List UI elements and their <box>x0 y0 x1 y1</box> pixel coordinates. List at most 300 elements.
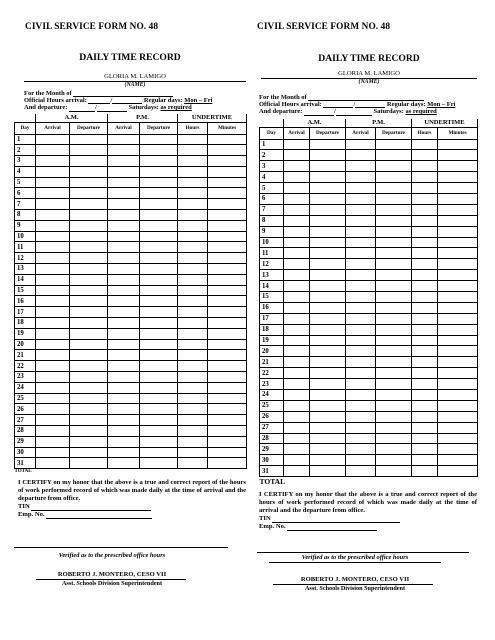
undertime-minutes-cell[interactable] <box>438 237 478 248</box>
arrival-field-1[interactable] <box>323 101 356 109</box>
pm-departure-cell[interactable] <box>140 199 178 210</box>
undertime-minutes-cell[interactable] <box>438 400 478 411</box>
am-arrival-cell[interactable] <box>284 139 310 150</box>
undertime-hours-cell[interactable] <box>178 220 208 231</box>
undertime-minutes-cell[interactable] <box>208 447 247 458</box>
pm-arrival-cell[interactable] <box>108 350 140 361</box>
pm-departure-cell[interactable] <box>140 447 178 458</box>
am-departure-cell[interactable] <box>310 226 346 237</box>
undertime-hours-cell[interactable] <box>178 145 208 156</box>
am-departure-cell[interactable] <box>310 291 346 302</box>
pm-arrival-cell[interactable] <box>108 393 140 404</box>
am-departure-cell[interactable] <box>310 433 346 444</box>
am-arrival-cell[interactable] <box>36 339 70 350</box>
undertime-hours-cell[interactable] <box>178 415 208 426</box>
undertime-minutes-cell[interactable] <box>208 458 247 469</box>
am-departure-cell[interactable] <box>70 134 108 145</box>
undertime-hours-cell[interactable] <box>178 458 208 469</box>
pm-arrival-cell[interactable] <box>346 335 376 346</box>
undertime-hours-cell[interactable] <box>412 313 438 324</box>
undertime-minutes-cell[interactable] <box>438 204 478 215</box>
undertime-minutes-cell[interactable] <box>438 302 478 313</box>
undertime-hours-cell[interactable] <box>412 357 438 368</box>
am-departure-cell[interactable] <box>70 436 108 447</box>
undertime-hours-cell[interactable] <box>412 259 438 270</box>
pm-arrival-cell[interactable] <box>346 281 376 292</box>
undertime-hours-cell[interactable] <box>412 161 438 172</box>
undertime-hours-cell[interactable] <box>412 433 438 444</box>
undertime-hours-cell[interactable] <box>412 302 438 313</box>
am-arrival-cell[interactable] <box>284 411 310 422</box>
am-departure-cell[interactable] <box>70 328 108 339</box>
am-departure-cell[interactable] <box>310 139 346 150</box>
undertime-minutes-cell[interactable] <box>438 379 478 390</box>
undertime-minutes-cell[interactable] <box>438 150 478 161</box>
pm-arrival-cell[interactable] <box>108 382 140 393</box>
am-departure-cell[interactable] <box>70 296 108 307</box>
pm-arrival-cell[interactable] <box>108 415 140 426</box>
am-arrival-cell[interactable] <box>284 215 310 226</box>
pm-departure-cell[interactable] <box>140 156 178 167</box>
undertime-hours-cell[interactable] <box>412 291 438 302</box>
am-departure-cell[interactable] <box>310 150 346 161</box>
undertime-hours-cell[interactable] <box>412 400 438 411</box>
am-departure-cell[interactable] <box>310 183 346 194</box>
pm-departure-cell[interactable] <box>376 313 412 324</box>
pm-departure-cell[interactable] <box>140 350 178 361</box>
pm-arrival-cell[interactable] <box>108 447 140 458</box>
pm-arrival-cell[interactable] <box>346 433 376 444</box>
am-arrival-cell[interactable] <box>36 264 70 275</box>
am-arrival-cell[interactable] <box>284 379 310 390</box>
am-arrival-cell[interactable] <box>284 324 310 335</box>
am-departure-cell[interactable] <box>70 458 108 469</box>
am-departure-cell[interactable] <box>70 231 108 242</box>
undertime-hours-cell[interactable] <box>412 379 438 390</box>
undertime-minutes-cell[interactable] <box>208 426 247 437</box>
undertime-hours-cell[interactable] <box>412 193 438 204</box>
am-departure-cell[interactable] <box>310 400 346 411</box>
undertime-hours-cell[interactable] <box>178 328 208 339</box>
pm-departure-cell[interactable] <box>140 274 178 285</box>
pm-arrival-cell[interactable] <box>346 444 376 455</box>
pm-departure-cell[interactable] <box>140 436 178 447</box>
am-arrival-cell[interactable] <box>284 291 310 302</box>
am-arrival-cell[interactable] <box>284 389 310 400</box>
undertime-hours-cell[interactable] <box>178 210 208 221</box>
pm-arrival-cell[interactable] <box>346 237 376 248</box>
undertime-hours-cell[interactable] <box>412 270 438 281</box>
am-departure-cell[interactable] <box>310 302 346 313</box>
pm-arrival-cell[interactable] <box>346 150 376 161</box>
pm-departure-cell[interactable] <box>376 248 412 259</box>
undertime-minutes-cell[interactable] <box>208 328 247 339</box>
pm-arrival-cell[interactable] <box>108 372 140 383</box>
undertime-hours-cell[interactable] <box>412 248 438 259</box>
am-arrival-cell[interactable] <box>36 296 70 307</box>
undertime-hours-cell[interactable] <box>178 264 208 275</box>
am-arrival-cell[interactable] <box>284 357 310 368</box>
undertime-minutes-cell[interactable] <box>438 422 478 433</box>
pm-arrival-cell[interactable] <box>108 166 140 177</box>
am-departure-cell[interactable] <box>70 177 108 188</box>
pm-departure-cell[interactable] <box>140 134 178 145</box>
undertime-hours-cell[interactable] <box>178 361 208 372</box>
am-departure-cell[interactable] <box>70 156 108 167</box>
undertime-hours-cell[interactable] <box>412 281 438 292</box>
pm-departure-cell[interactable] <box>140 220 178 231</box>
undertime-minutes-cell[interactable] <box>438 313 478 324</box>
undertime-minutes-cell[interactable] <box>208 220 247 231</box>
am-departure-cell[interactable] <box>70 372 108 383</box>
departure-field-2[interactable] <box>97 105 127 112</box>
am-departure-cell[interactable] <box>70 242 108 253</box>
undertime-minutes-cell[interactable] <box>208 339 247 350</box>
pm-arrival-cell[interactable] <box>108 156 140 167</box>
am-arrival-cell[interactable] <box>36 210 70 221</box>
undertime-hours-cell[interactable] <box>178 166 208 177</box>
pm-departure-cell[interactable] <box>376 379 412 390</box>
pm-departure-cell[interactable] <box>376 150 412 161</box>
undertime-minutes-cell[interactable] <box>208 307 247 318</box>
am-arrival-cell[interactable] <box>284 193 310 204</box>
pm-arrival-cell[interactable] <box>108 177 140 188</box>
pm-arrival-cell[interactable] <box>346 183 376 194</box>
undertime-hours-cell[interactable] <box>412 444 438 455</box>
am-departure-cell[interactable] <box>310 411 346 422</box>
am-arrival-cell[interactable] <box>36 404 70 415</box>
pm-departure-cell[interactable] <box>376 139 412 150</box>
undertime-hours-cell[interactable] <box>412 466 438 477</box>
undertime-minutes-cell[interactable] <box>208 318 247 329</box>
pm-arrival-cell[interactable] <box>346 248 376 259</box>
pm-arrival-cell[interactable] <box>108 458 140 469</box>
undertime-hours-cell[interactable] <box>178 372 208 383</box>
pm-departure-cell[interactable] <box>376 270 412 281</box>
pm-arrival-cell[interactable] <box>108 231 140 242</box>
pm-departure-cell[interactable] <box>376 433 412 444</box>
undertime-minutes-cell[interactable] <box>208 177 247 188</box>
am-arrival-cell[interactable] <box>36 199 70 210</box>
undertime-hours-cell[interactable] <box>412 455 438 466</box>
pm-arrival-cell[interactable] <box>346 400 376 411</box>
pm-arrival-cell[interactable] <box>108 242 140 253</box>
pm-arrival-cell[interactable] <box>346 139 376 150</box>
undertime-minutes-cell[interactable] <box>208 296 247 307</box>
am-arrival-cell[interactable] <box>36 145 70 156</box>
undertime-minutes-cell[interactable] <box>208 199 247 210</box>
undertime-minutes-cell[interactable] <box>438 455 478 466</box>
pm-arrival-cell[interactable] <box>108 285 140 296</box>
pm-arrival-cell[interactable] <box>346 368 376 379</box>
undertime-minutes-cell[interactable] <box>208 274 247 285</box>
pm-departure-cell[interactable] <box>376 204 412 215</box>
pm-arrival-cell[interactable] <box>108 188 140 199</box>
undertime-hours-cell[interactable] <box>412 422 438 433</box>
pm-departure-cell[interactable] <box>140 328 178 339</box>
undertime-hours-cell[interactable] <box>178 177 208 188</box>
undertime-minutes-cell[interactable] <box>438 466 478 477</box>
undertime-hours-cell[interactable] <box>412 183 438 194</box>
am-arrival-cell[interactable] <box>284 204 310 215</box>
am-departure-cell[interactable] <box>310 466 346 477</box>
am-arrival-cell[interactable] <box>36 415 70 426</box>
am-arrival-cell[interactable] <box>284 433 310 444</box>
pm-departure-cell[interactable] <box>140 242 178 253</box>
undertime-minutes-cell[interactable] <box>438 389 478 400</box>
am-departure-cell[interactable] <box>310 270 346 281</box>
pm-departure-cell[interactable] <box>376 444 412 455</box>
undertime-minutes-cell[interactable] <box>208 436 247 447</box>
am-arrival-cell[interactable] <box>284 466 310 477</box>
undertime-hours-cell[interactable] <box>178 134 208 145</box>
am-departure-cell[interactable] <box>70 166 108 177</box>
undertime-minutes-cell[interactable] <box>208 372 247 383</box>
pm-arrival-cell[interactable] <box>108 220 140 231</box>
undertime-minutes-cell[interactable] <box>438 226 478 237</box>
undertime-minutes-cell[interactable] <box>438 215 478 226</box>
am-departure-cell[interactable] <box>70 318 108 329</box>
pm-departure-cell[interactable] <box>376 183 412 194</box>
am-departure-cell[interactable] <box>70 264 108 275</box>
undertime-minutes-cell[interactable] <box>208 285 247 296</box>
pm-departure-cell[interactable] <box>376 324 412 335</box>
pm-departure-cell[interactable] <box>376 193 412 204</box>
undertime-hours-cell[interactable] <box>178 296 208 307</box>
am-arrival-cell[interactable] <box>36 166 70 177</box>
am-departure-cell[interactable] <box>70 393 108 404</box>
pm-arrival-cell[interactable] <box>108 436 140 447</box>
undertime-hours-cell[interactable] <box>178 404 208 415</box>
am-departure-cell[interactable] <box>310 193 346 204</box>
am-departure-cell[interactable] <box>310 368 346 379</box>
pm-departure-cell[interactable] <box>376 400 412 411</box>
undertime-minutes-cell[interactable] <box>438 270 478 281</box>
am-departure-cell[interactable] <box>70 426 108 437</box>
am-arrival-cell[interactable] <box>284 422 310 433</box>
am-arrival-cell[interactable] <box>284 346 310 357</box>
undertime-minutes-cell[interactable] <box>208 156 247 167</box>
undertime-minutes-cell[interactable] <box>208 264 247 275</box>
undertime-minutes-cell[interactable] <box>208 393 247 404</box>
pm-arrival-cell[interactable] <box>108 264 140 275</box>
month-field[interactable] <box>308 94 424 101</box>
pm-departure-cell[interactable] <box>140 404 178 415</box>
undertime-minutes-cell[interactable] <box>438 411 478 422</box>
undertime-minutes-cell[interactable] <box>208 210 247 221</box>
am-departure-cell[interactable] <box>310 281 346 292</box>
am-departure-cell[interactable] <box>70 404 108 415</box>
pm-departure-cell[interactable] <box>140 188 178 199</box>
pm-arrival-cell[interactable] <box>346 215 376 226</box>
pm-departure-cell[interactable] <box>376 389 412 400</box>
emp-no-field[interactable] <box>287 524 377 531</box>
pm-departure-cell[interactable] <box>140 210 178 221</box>
am-departure-cell[interactable] <box>310 248 346 259</box>
undertime-hours-cell[interactable] <box>178 447 208 458</box>
pm-departure-cell[interactable] <box>140 231 178 242</box>
pm-departure-cell[interactable] <box>140 458 178 469</box>
am-departure-cell[interactable] <box>70 382 108 393</box>
am-arrival-cell[interactable] <box>36 242 70 253</box>
undertime-hours-cell[interactable] <box>412 237 438 248</box>
am-departure-cell[interactable] <box>70 285 108 296</box>
undertime-hours-cell[interactable] <box>178 188 208 199</box>
am-arrival-cell[interactable] <box>284 281 310 292</box>
pm-departure-cell[interactable] <box>140 382 178 393</box>
am-departure-cell[interactable] <box>70 361 108 372</box>
pm-departure-cell[interactable] <box>376 302 412 313</box>
pm-departure-cell[interactable] <box>376 237 412 248</box>
am-departure-cell[interactable] <box>310 422 346 433</box>
pm-departure-cell[interactable] <box>140 296 178 307</box>
pm-arrival-cell[interactable] <box>346 259 376 270</box>
pm-arrival-cell[interactable] <box>346 379 376 390</box>
pm-arrival-cell[interactable] <box>346 389 376 400</box>
undertime-minutes-cell[interactable] <box>208 382 247 393</box>
am-departure-cell[interactable] <box>310 379 346 390</box>
undertime-minutes-cell[interactable] <box>438 346 478 357</box>
am-arrival-cell[interactable] <box>36 372 70 383</box>
am-arrival-cell[interactable] <box>284 150 310 161</box>
undertime-hours-cell[interactable] <box>178 307 208 318</box>
pm-arrival-cell[interactable] <box>346 302 376 313</box>
am-departure-cell[interactable] <box>70 199 108 210</box>
undertime-minutes-cell[interactable] <box>208 188 247 199</box>
undertime-hours-cell[interactable] <box>178 426 208 437</box>
am-departure-cell[interactable] <box>70 253 108 264</box>
undertime-minutes-cell[interactable] <box>438 444 478 455</box>
pm-arrival-cell[interactable] <box>346 455 376 466</box>
am-arrival-cell[interactable] <box>36 350 70 361</box>
pm-arrival-cell[interactable] <box>108 145 140 156</box>
pm-departure-cell[interactable] <box>376 172 412 183</box>
pm-arrival-cell[interactable] <box>108 296 140 307</box>
pm-departure-cell[interactable] <box>376 422 412 433</box>
am-departure-cell[interactable] <box>70 220 108 231</box>
pm-arrival-cell[interactable] <box>108 199 140 210</box>
am-arrival-cell[interactable] <box>284 248 310 259</box>
am-departure-cell[interactable] <box>310 357 346 368</box>
pm-departure-cell[interactable] <box>376 466 412 477</box>
undertime-minutes-cell[interactable] <box>208 253 247 264</box>
am-departure-cell[interactable] <box>70 145 108 156</box>
am-departure-cell[interactable] <box>310 455 346 466</box>
undertime-minutes-cell[interactable] <box>438 248 478 259</box>
pm-arrival-cell[interactable] <box>346 357 376 368</box>
undertime-minutes-cell[interactable] <box>208 166 247 177</box>
pm-departure-cell[interactable] <box>140 318 178 329</box>
departure-field-1[interactable] <box>69 105 95 112</box>
undertime-hours-cell[interactable] <box>178 231 208 242</box>
am-arrival-cell[interactable] <box>36 307 70 318</box>
undertime-hours-cell[interactable] <box>412 139 438 150</box>
undertime-hours-cell[interactable] <box>412 335 438 346</box>
pm-departure-cell[interactable] <box>140 361 178 372</box>
undertime-minutes-cell[interactable] <box>438 324 478 335</box>
undertime-hours-cell[interactable] <box>412 368 438 379</box>
am-departure-cell[interactable] <box>310 324 346 335</box>
undertime-hours-cell[interactable] <box>412 226 438 237</box>
am-departure-cell[interactable] <box>310 346 346 357</box>
am-departure-cell[interactable] <box>70 210 108 221</box>
undertime-hours-cell[interactable] <box>178 393 208 404</box>
am-departure-cell[interactable] <box>310 215 346 226</box>
departure-field-2[interactable] <box>336 109 372 116</box>
pm-arrival-cell[interactable] <box>108 253 140 264</box>
am-arrival-cell[interactable] <box>284 172 310 183</box>
pm-departure-cell[interactable] <box>140 307 178 318</box>
departure-field-1[interactable] <box>304 109 334 116</box>
pm-departure-cell[interactable] <box>140 253 178 264</box>
am-arrival-cell[interactable] <box>36 285 70 296</box>
arrival-field-1[interactable] <box>88 97 113 105</box>
am-arrival-cell[interactable] <box>36 447 70 458</box>
pm-departure-cell[interactable] <box>376 215 412 226</box>
am-departure-cell[interactable] <box>70 415 108 426</box>
pm-arrival-cell[interactable] <box>346 291 376 302</box>
pm-arrival-cell[interactable] <box>108 134 140 145</box>
pm-arrival-cell[interactable] <box>108 328 140 339</box>
am-arrival-cell[interactable] <box>36 134 70 145</box>
undertime-minutes-cell[interactable] <box>438 357 478 368</box>
am-arrival-cell[interactable] <box>36 188 70 199</box>
pm-arrival-cell[interactable] <box>346 411 376 422</box>
undertime-minutes-cell[interactable] <box>438 291 478 302</box>
am-arrival-cell[interactable] <box>284 259 310 270</box>
undertime-minutes-cell[interactable] <box>208 361 247 372</box>
am-arrival-cell[interactable] <box>284 400 310 411</box>
am-arrival-cell[interactable] <box>284 237 310 248</box>
am-arrival-cell[interactable] <box>284 270 310 281</box>
pm-arrival-cell[interactable] <box>108 404 140 415</box>
pm-departure-cell[interactable] <box>376 368 412 379</box>
am-departure-cell[interactable] <box>310 335 346 346</box>
pm-arrival-cell[interactable] <box>346 161 376 172</box>
am-arrival-cell[interactable] <box>36 382 70 393</box>
pm-departure-cell[interactable] <box>140 145 178 156</box>
pm-departure-cell[interactable] <box>376 226 412 237</box>
undertime-hours-cell[interactable] <box>412 389 438 400</box>
undertime-hours-cell[interactable] <box>178 350 208 361</box>
am-arrival-cell[interactable] <box>36 220 70 231</box>
am-arrival-cell[interactable] <box>36 318 70 329</box>
pm-arrival-cell[interactable] <box>346 422 376 433</box>
pm-arrival-cell[interactable] <box>346 324 376 335</box>
pm-departure-cell[interactable] <box>140 285 178 296</box>
pm-departure-cell[interactable] <box>376 161 412 172</box>
undertime-hours-cell[interactable] <box>178 199 208 210</box>
undertime-hours-cell[interactable] <box>412 172 438 183</box>
am-arrival-cell[interactable] <box>284 183 310 194</box>
undertime-hours-cell[interactable] <box>412 215 438 226</box>
pm-arrival-cell[interactable] <box>346 193 376 204</box>
undertime-minutes-cell[interactable] <box>438 161 478 172</box>
arrival-field-2[interactable] <box>355 101 385 108</box>
undertime-hours-cell[interactable] <box>178 156 208 167</box>
am-departure-cell[interactable] <box>70 274 108 285</box>
am-departure-cell[interactable] <box>310 444 346 455</box>
pm-arrival-cell[interactable] <box>346 172 376 183</box>
pm-departure-cell[interactable] <box>376 346 412 357</box>
undertime-hours-cell[interactable] <box>412 324 438 335</box>
am-arrival-cell[interactable] <box>284 444 310 455</box>
pm-departure-cell[interactable] <box>140 393 178 404</box>
pm-departure-cell[interactable] <box>376 411 412 422</box>
am-arrival-cell[interactable] <box>36 458 70 469</box>
arrival-field-2[interactable] <box>112 97 142 104</box>
undertime-minutes-cell[interactable] <box>208 242 247 253</box>
